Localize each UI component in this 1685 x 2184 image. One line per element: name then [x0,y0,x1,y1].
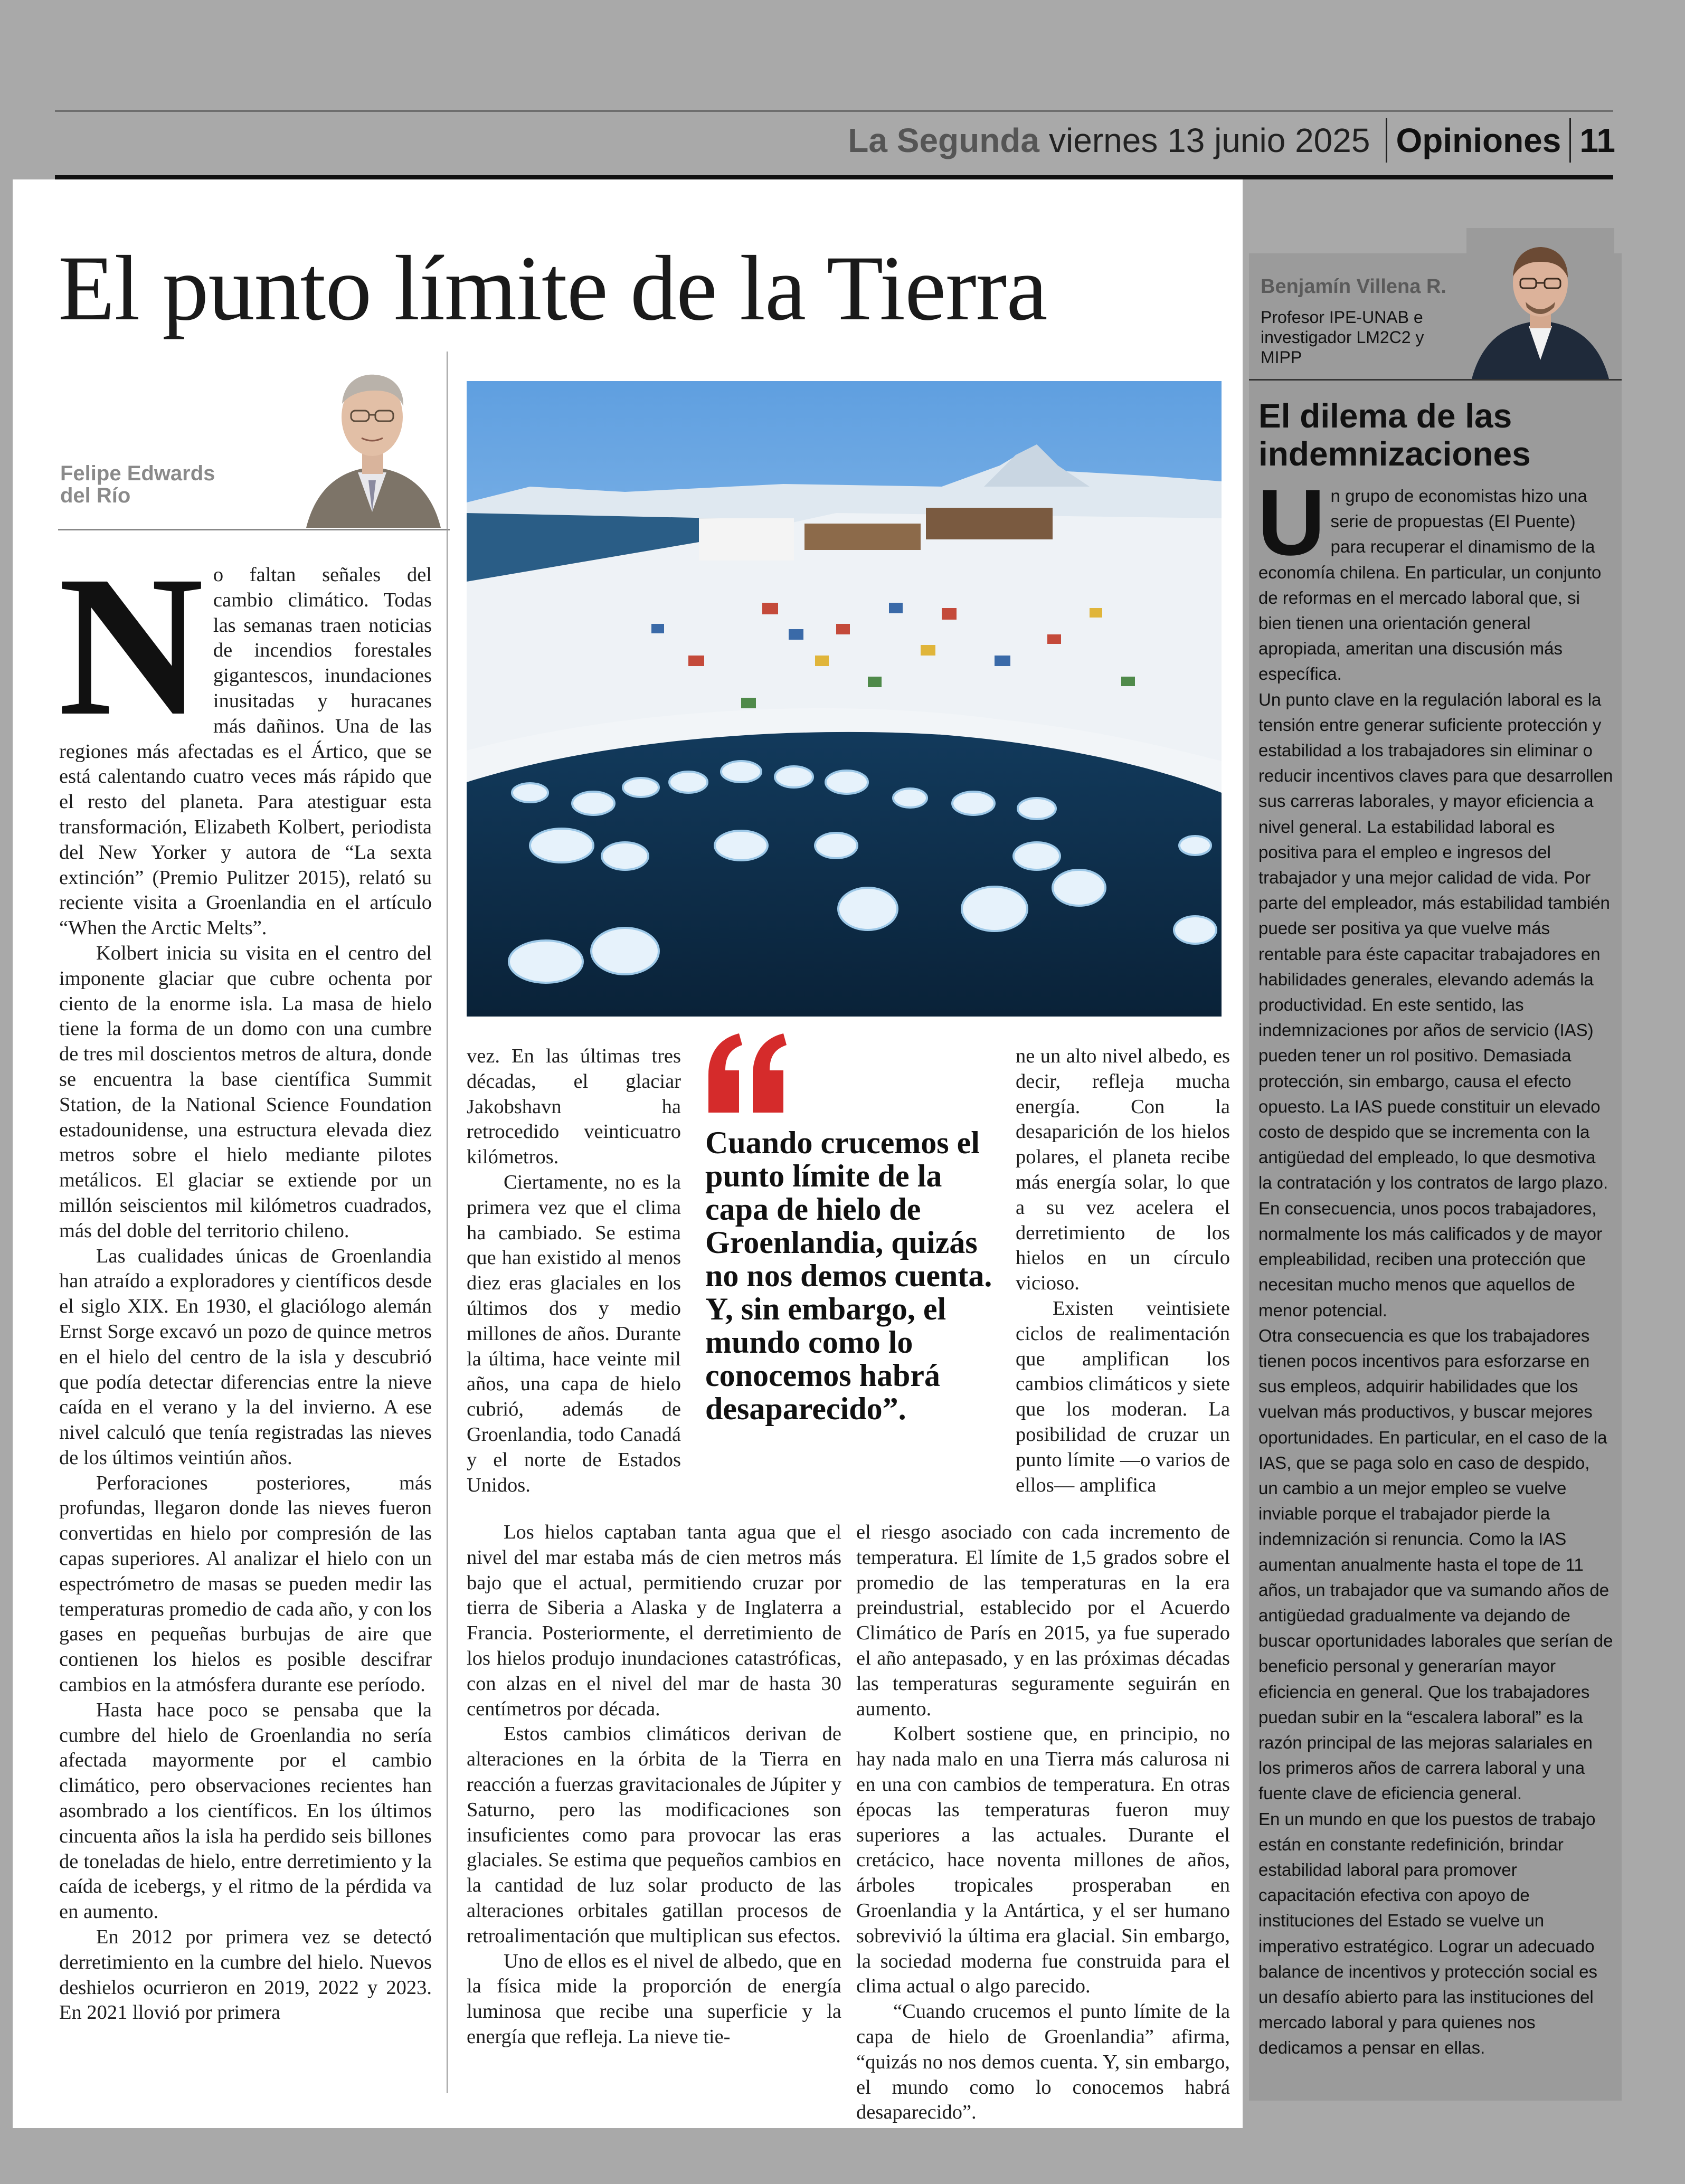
paragraph: Estos cambios climáticos derivan de alteraciones en la órbita de la Tierra en reacción a fuerzas gravitacionales de Júpiter y Saturno, pero las modificaciones son insuficientes como para provocar las eras glaciales. Se estima que pequeños cambios en la cantidad de luz solar producto de las alteraciones orbitales gatillan procesos de retroalimentación que multiplican sus efectos. [467,1723,841,1947]
sidebar-rule [1249,379,1622,381]
article-column-3 [1016,1044,1230,1508]
article-column-3-lower [856,1520,1230,2124]
paragraph: Kolbert inicia su visita en el centro del imponente glaciar que cubre ochenta por ciento de la enorme isla. La masa de hielo tiene la forma de un domo con una cumbre de tres mil doscientos metros de altura, donde se encuentra la base científica Summit Station, de la National Science Foundation estadounidense, una estructura elevada diez metros sobre el hielo mediante pilotes metálicos. El glaciar se extiende por un millón seiscientos mil kilómetros cuadrados, más del doble del territorio chileno. [59,942,432,1242]
section-name: Opiniones [1396,121,1561,159]
paragraph: o faltan señales del cambio climático. Todas las semanas traen noticias de incendios forestales gigantescos, inundaciones inusitadas y huracanes más dañinos. Una de las regiones más afectadas es el Ártico, que se está calentando cuatro veces más rápido que el resto del planeta. Para atestiguar esta transformación, Elizabeth Kolbert, periodista del New Yorker y autora de “La sexta extinción” (Premio Pulitzer 2015), relató su reciente visita a Groenlandia en el artículo “When the Arctic Melts”. [59,564,432,939]
paragraph: Las cualidades únicas de Groenlandia han atraído a exploradores y científicos desde el siglo XIX. En 1930, el glaciólogo alemán Ernst Sorge excavó un pozo de quince metros en el hielo del centro de la isla y descubrió que podía detectar diferencias entre la nieve caída en el verano y la del invierno. A ese nivel calculó que tenía registradas las nieves de los últimos veintiún años. [59,1245,432,1469]
paragraph: el riesgo asociado con cada incremento de temperatura. El límite de 1,5 grados sobre el promedio de las temperaturas en la era preindustrial, establecido por el Acuerdo Climático de París en 2015, ya fue superado el año antepasado, y en las próximas décadas las temperaturas seguramente seguirán en aumento. [856,1521,1230,1720]
article-column-1 [58,534,432,2098]
header-separator [1569,118,1571,163]
sidebar-author-role: Profesor IPE-UNAB e investigador LM2C2 y MIPP [1261,308,1424,367]
paragraph: Perforaciones posteriores, más profundas, llegaron donde las nieves fueron convertidas en hielo por compresión de las capas superiores. Al analizar el hielo con un espectrómetro de masas se pueden medir las temperaturas promedio de cada año, y con los gases en pequeñas burbujas de aire que contienen los hielos es posible descifrar cambios en la atmósfera durante ese período. [59,1471,432,1696]
paragraph: En 2012 por primera vez se detectó derretimiento en la cumbre del hielo. Nuevos deshielos ocurrieron en 2019, 2022 y 2023. En 2021 llovió por primera [59,1926,432,2024]
sidebar-body [1257,470,1613,2088]
article-column-2 [467,1044,681,1519]
sidebar-author-portrait [1466,228,1614,379]
issue-date: viernes 13 junio 2025 [1049,121,1370,159]
page-number: 11 [1579,121,1615,159]
page-header [848,114,1615,167]
sidebar-title: El dilema de las indemnizaciones [1258,397,1531,473]
paragraph: Kolbert sostiene que, en principio, no hay nada malo en una Tierra más calurosa ni en una con cambios de temperatura. En otras épocas las temperaturas fueron muy superiores a las actuales. Durante el cretácico, hace noventa millones de años, árboles tropicales prosperaban en Groenlandia y la Antártica, y el ser humano sobrevivió la última era glacial. Sin embargo, la sociedad moderna fue construida para el clima actual o algo parecido. [856,1723,1230,1998]
author-portrait [296,354,449,528]
quote-mark-icon [702,1023,792,1123]
paragraph: Los hielos captaban tanta agua que el nivel del mar estaba más de cien metros más bajo que el actual, permitiendo cruzar por tierra de Siberia a Alaska y de Inglaterra a Francia. Posteriormente, el derretimiento de los hielos produjo inundaciones catastróficas, con alzas en el nivel del mar de hasta 30 centímetros por década. [467,1521,841,1720]
sidebar-paragraph: n grupo de economistas hizo una serie de propuestas (El Puente) para recuperar el dinamismo de la economía chilena. En particular, un conjunto de reformas en el mercado laboral que, si bien tienen una orientación general apropiada, ameritan una discusión más específica. [1258,486,1602,684]
sidebar-drop-cap: U [1257,470,1326,575]
header-separator [1386,118,1387,163]
publication-name: La Segunda [848,121,1039,159]
sidebar-paragraph: Un punto clave en la regulación laboral es la tensión entre generar suficiente protección y estabilidad a los trabajadores sin eliminar o reducir incentivos claves para que desarrollen sus carreras laborales, y mayor eficiencia a nivel general. La estabilidad laboral es positiva para el empleo e ingresos del trabajador y una mejor calidad de vida. Por parte del empleador, más estabilidad también puede ser positiva ya que vuelve más rentable para éste capacitar trabajadores en habilidades generales, elevando además la productividad. En este sentido, las indemnizaciones por años de servicio (IAS) pueden tener un rol positivo. Demasiada protección, sin embargo, causa el efecto opuesto. La IAS puede constituir un elevado costo de despido que se incrementa con la antigüedad del empleado, lo que desmotiva la contratación y los contratos de largo plazo. En consecuencia, unos pocos trabajadores, normalmente los más calificados y de mayor empleabilidad, reciben una protección que necesitan mucho menos que aquellos de menor potencial. [1258,689,1613,1320]
header-top-rule [55,110,1613,112]
sidebar-author-name: Benjamín Villena R. [1261,276,1446,298]
column-divider [447,352,448,2093]
paragraph: vez. En las últimas tres décadas, el glaciar Jakobshavn ha retrocedido veinticuatro kilómetros. [467,1045,681,1169]
header-bottom-rule [55,175,1613,179]
article-byline [60,462,292,507]
paragraph: Existen veintisiete ciclos de realimentación que amplifican los cambios climáticos y siete que los moderan. La posibilidad de cruzar un punto límite —o varios de ellos— amplifica [1016,1297,1230,1496]
paragraph: ne un alto nivel albedo, es decir, refleja mucha energía. Con la desaparición de los hielos polares, el planeta recibe más energía solar, lo que a su vez acelera el derretimiento de los hielos en un círculo vicioso. [1016,1045,1230,1295]
paragraph: Hasta hace poco se pensaba que la cumbre del hielo de Groenlandia no sería afectada mayormente por el cambio climático, pero observaciones recientes han asombrado a los científicos. En los últimos cincuenta años la isla ha perdido seis billones de toneladas de hielo, entre derretimiento y la caída de icebergs, y el ritmo de la pérdida va en aumento. [59,1698,432,1923]
paragraph: Uno de ellos es el nivel de albedo, que en la física mide la proporción de energía luminosa que recibe una superficie y la energía que refleja. La nieve tie- [467,1950,841,2048]
greenland-harbor-photo [467,381,1222,1017]
byline-rule [58,529,450,530]
article-title: El punto límite de la Tierra [58,237,1047,340]
sidebar-paragraph: En un mundo en que los puestos de trabajo están en constante redefinición, brindar estabilidad laboral para promover capacitación efectiva con apoyo de instituciones del Estado se vuelve un imperativo estratégico. Lograr un adecuado balance de incentivos y protección social es un desafío abierto para las instituciones del mercado laboral y para quienes nos dedicamos a pensar en ellas. [1258,1809,1598,2058]
sidebar-paragraph: Otra consecuencia es que los trabajadores tienen pocos incentivos para esforzarse en sus empleos, adquirir habilidades que los vuelvan más productivos, y buscar mejores oportunidades. En particular, en el caso de la IAS, que se paga solo en caso de despido, un cambio a un mejor empleo se vuelve inviable porque el trabajador pierde la indemnización si renuncia. Como la IAS aumentan anualmente hasta el tope de 11 años, un trabajador que va sumando años de antigüedad gradualmente va dejando de buscar oportunidades laborales que serían de beneficio personal y generarían mayor eficiencia en general. Que los trabajadores puedan subir en la “escalera laboral” es la razón principal de las mejoras salariales en los primeros años de carrera laboral y una fuente clave de eficiencia general. [1258,1325,1613,1803]
author-second-line: del Río [60,484,131,507]
paragraph: Ciertamente, no es la primera vez que el clima ha cambiado. Se estima que han existido al menos diez eras glaciales en los últimos dos y medio millones de años. Durante la última, hace veinte mil años, una capa de hielo cubrió, además de Groenlandia, todo Canadá y el norte de Estados Unidos. [467,1171,681,1496]
paragraph: “Cuando crucemos el punto límite de la capa de hielo de Groenlandia” afirma, “quizás no nos demos cuenta. Y, sin embargo, el mundo como lo conocemos habrá desaparecido”. [856,2000,1230,2124]
drop-cap: N [58,534,204,757]
author-first-line: Felipe Edwards [60,462,215,485]
pull-quote: Cuando crucemos el punto límite de la capa de hielo de Groenlandia, quizás no nos demos cuenta. Y, sin embargo, el mundo como lo conocemos habrá desaparecido”. [705,1125,992,1426]
article-column-2-lower [467,1520,841,2095]
